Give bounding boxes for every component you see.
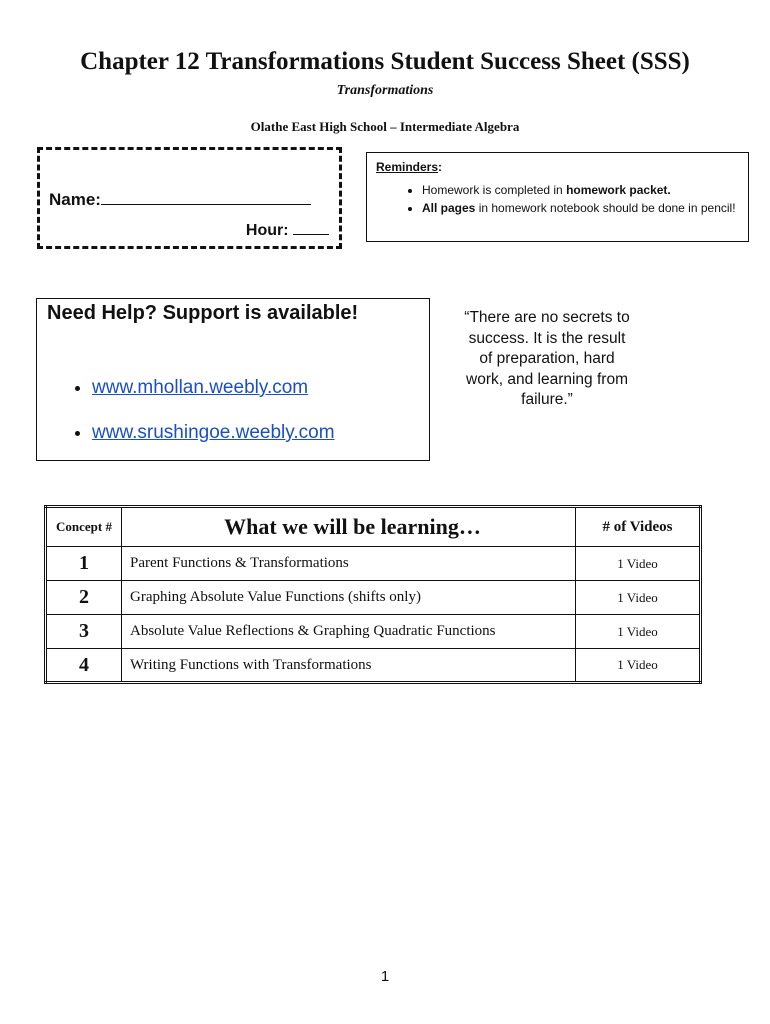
reminders-colon: : [438,160,443,174]
table-row [46,649,701,683]
help-heading: Need Help? Support is available! [47,302,359,324]
reminder-bold-text: All pages [422,201,476,215]
concept-table [44,505,702,684]
header-learning: What we will be learning… [122,507,576,547]
page-title: Chapter 12 Transformations Student Success Sheet (SSS) [80,48,690,75]
page-number: 1 [380,968,390,985]
help-links-list [37,365,335,455]
table-row [46,615,701,649]
concept-description: Graphing Absolute Value Functions (shifts only) [122,581,576,615]
reminder-item [422,199,742,217]
concept-videos: 1 Video [576,547,701,581]
hour-label: Hour: [245,222,289,239]
hour-blank-line [293,222,329,235]
table-row [46,547,701,581]
concept-videos: 1 Video [576,581,701,615]
concept-videos: 1 Video [576,649,701,683]
hour-row [246,222,329,240]
concept-number: 4 [46,649,122,683]
help-link-item [92,410,335,455]
concept-number: 3 [46,615,122,649]
help-link-item [92,365,335,410]
reminder-text: Homework is completed in [422,183,567,197]
table-row [46,581,701,615]
concept-description: Absolute Value Reflections & Graphing Quadratic Functions [122,615,576,649]
table-header-row [46,507,701,547]
header-concept: Concept # [46,507,122,547]
concept-number: 1 [46,547,122,581]
concept-description: Writing Functions with Transformations [122,649,576,683]
reminders-heading [376,160,442,174]
name-blank-line [101,190,311,205]
reminder-text: in homework notebook should be done in pencil! [475,201,736,215]
school-line: Olathe East High School – Intermediate Algebra [250,119,520,134]
name-label: Name: [49,190,101,209]
help-link-mhollan[interactable]: www.mhollan.weebly.com [92,377,309,398]
concept-number: 2 [46,581,122,615]
reminders-list [367,181,742,217]
header-videos: # of Videos [576,507,701,547]
reminders-heading-text: Reminders [376,160,439,174]
reminders-box [366,152,749,242]
help-link-srushingoe[interactable]: www.srushingoe.weebly.com [92,422,335,443]
help-box [36,298,430,461]
reminder-item [422,181,742,199]
concept-videos: 1 Video [576,615,701,649]
page-subtitle: Transformations [336,83,434,98]
quote-text: “There are no secrets to success. It is the result of preparation, hard work, and learning from failure.” [464,309,630,408]
name-row [49,190,311,210]
reminder-bold-text: homework packet. [566,183,671,197]
concept-description: Parent Functions & Transformations [122,547,576,581]
name-hour-box [37,147,342,249]
